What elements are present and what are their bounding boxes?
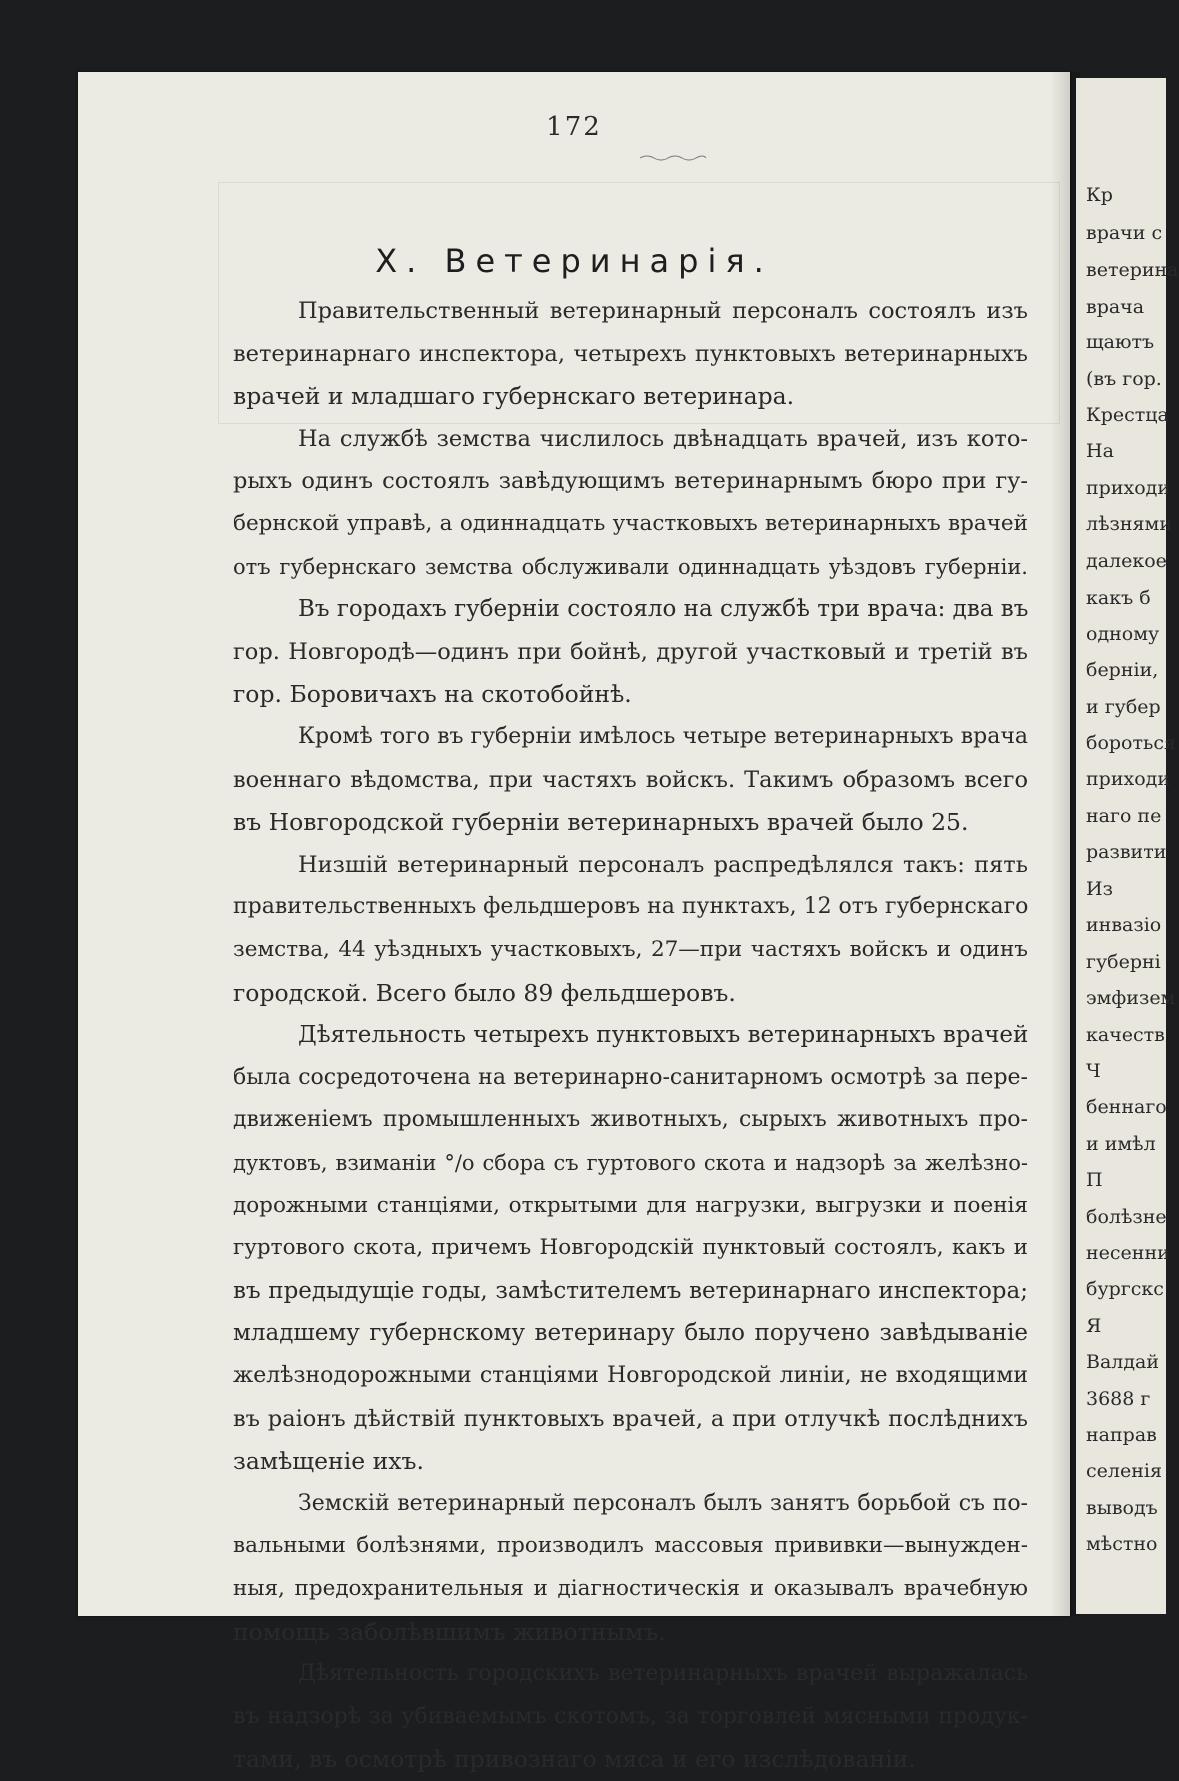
text-fragment: несенни (1086, 1242, 1170, 1264)
text-line: Въ городахъ губерніи состояло на службѣ три врача: два въ (298, 596, 1029, 623)
text-line: правительственныхъ фельдшеровъ на пунктахъ, 12 отъ губернскаго (233, 894, 1029, 920)
text-line: земства, 44 уѣздныхъ участковыхъ, 27—при частяхъ войскъ и одинъ (233, 936, 1028, 962)
text-fragment: мѣстно (1086, 1533, 1158, 1555)
text-fragment: приходи (1086, 768, 1171, 790)
text-fragment: развити (1086, 841, 1167, 863)
text-line: бернской управѣ, а одиннадцать участковыхъ ветеринарныхъ врачей (233, 510, 1028, 536)
text-fragment: наго пе (1086, 805, 1162, 827)
text-fragment: врачи с (1086, 222, 1163, 244)
text-fragment: Кр (1086, 184, 1113, 206)
text-fragment: беннаго (1086, 1096, 1167, 1118)
paragraph (233, 1653, 1028, 1781)
text-fragment: выводъ (1086, 1497, 1158, 1519)
text-line: городской. Всего было 89 фельдшеровъ. (233, 978, 736, 1007)
text-line: въ Новгородской губерніи ветеринарныхъ врачей было 25. (233, 808, 969, 837)
text-fragment: Ч (1086, 1060, 1101, 1082)
text-fragment: бургскс (1086, 1278, 1164, 1300)
text-line: движеніемъ промышленныхъ животныхъ, сырыхъ животныхъ про- (233, 1107, 1028, 1133)
text-fragment: далекое (1086, 550, 1167, 572)
text-line: военнаго вѣдомства, при частяхъ войскъ. Такимъ образомъ всего (233, 766, 1028, 793)
text-line: вальными болѣзнями, производилъ массовыя прививки—вынужден- (233, 1533, 1028, 1559)
text-line: гуртового скота, причемъ Новгородскій пунктовый состоялъ, какъ и (233, 1235, 1028, 1261)
text-line: отъ губернскаго земства обслуживали одиннадцать уѣздовъ губерніи. (233, 554, 1028, 579)
text-fragment: (въ гор. (1086, 368, 1162, 390)
book-page (78, 72, 1070, 1774)
text-fragment: качеств (1086, 1024, 1165, 1046)
text-fragment: губерні (1086, 951, 1161, 973)
text-line: желѣзнодорожными станціями Новгородской линіи, не входящими (233, 1362, 1028, 1388)
text-line: На службѣ земства числилось двѣнадцать врачей, изъ кото- (298, 425, 1028, 452)
paragraph (233, 290, 1028, 418)
text-line: дорожными станціями, открытыми для нагрузки, выгрузки и поенія (233, 1192, 1028, 1218)
text-line: ветеринарнаго инспектора, четырехъ пунктовыхъ ветеринарныхъ (233, 340, 1028, 367)
text-line: гор. Новгородѣ—одинъ при бойнѣ, другой участковый и третій въ (233, 638, 1028, 665)
text-fragment: и имѣл (1086, 1133, 1156, 1155)
text-line: замѣщеніе ихъ. (233, 1447, 424, 1476)
text-line: дуктовъ, взиманіи °/о сбора съ гуртового скота и надзорѣ за желѣзно- (233, 1150, 1028, 1175)
paragraph (233, 844, 1028, 1014)
text-fragment: На (1086, 440, 1114, 462)
text-fragment: Валдай (1086, 1351, 1160, 1373)
text-fragment: одному (1086, 623, 1160, 645)
text-line: въ надзорѣ за убиваемымъ скотомъ, за торговлей мясными продук- (233, 1703, 1028, 1729)
text-line: Земскій ветеринарный персоналъ былъ занятъ борьбой съ по- (298, 1490, 1028, 1516)
text-line: ныя, предохранительныя и діагностическія и оказывалъ врачебную (233, 1575, 1028, 1601)
text-fragment: Крестца (1086, 404, 1169, 426)
text-line: Низшій ветеринарный персоналъ распредѣлялся такъ: пять (298, 851, 1028, 878)
text-line: помощь заболѣвшимъ животнымъ. (233, 1617, 666, 1646)
text-fragment: приходи (1086, 477, 1171, 499)
page-number: 172 (546, 112, 602, 142)
text-fragment: селенія (1086, 1460, 1162, 1482)
paragraph (233, 1483, 1028, 1653)
text-line: въ предыдущіе годы, замѣстителемъ ветеринарнаго инспектора; (233, 1277, 1028, 1304)
section-heading: X. Ветеринарія. (375, 242, 773, 280)
text-line: врачей и младшаго губернскаго ветеринара. (233, 382, 795, 411)
text-line: Правительственный ветеринарный персоналъ состоялъ изъ (298, 298, 1028, 324)
paragraph (233, 716, 1028, 844)
text-fragment: П (1086, 1169, 1103, 1191)
text-line: гор. Боровичахъ на скотобойнѣ. (233, 680, 632, 709)
text-fragment: эмфизем (1086, 987, 1176, 1009)
text-fragment: какъ б (1086, 587, 1151, 609)
text-line: была сосредоточена на ветеринарно-санитарномъ осмотрѣ за пере- (233, 1064, 1028, 1090)
paragraph (233, 588, 1028, 716)
paragraph (233, 1014, 1028, 1483)
text-fragment: направ (1086, 1424, 1157, 1446)
text-line: рыхъ одинъ состоялъ завѣдующимъ ветеринарнымъ бюро при гу- (233, 468, 1028, 495)
text-line: въ раіонъ дѣйствій пунктовыхъ врачей, а при отлучкѣ послѣднихъ (233, 1405, 1028, 1432)
text-fragment: лѣзнями (1086, 513, 1172, 535)
facing-page-edge (1076, 78, 1179, 1614)
text-line: тами, въ осмотрѣ привознаго мяса и его изслѣдованіи. (233, 1745, 916, 1774)
text-fragment: ветерина (1086, 259, 1179, 281)
text-line: младшему губернскому ветеринару было поручено завѣдываніе (233, 1320, 1028, 1347)
text-fragment: болѣзне (1086, 1206, 1167, 1228)
text-line: Дѣятельность четырехъ пунктовыхъ ветеринарныхъ врачей (298, 1022, 1029, 1049)
text-fragment: бороться (1086, 732, 1176, 754)
text-fragment: щаютъ (1086, 331, 1155, 353)
text-fragment: врача (1086, 296, 1145, 318)
text-line: Кромѣ того въ губерніи имѣлось четыре ветеринарныхъ врача (298, 724, 1028, 749)
text-fragment: и губер (1086, 696, 1161, 718)
text-fragment: Из (1086, 878, 1113, 900)
flourish-ornament (638, 154, 708, 162)
text-fragment: 3688 г (1086, 1388, 1151, 1410)
text-fragment: Я (1086, 1315, 1102, 1337)
paragraph (233, 418, 1028, 588)
text-fragment: берніи, (1086, 659, 1159, 681)
text-fragment: инвазіо (1086, 914, 1162, 936)
text-line: Дѣятельность городскихъ ветеринарныхъ врачей выражалась (298, 1661, 1028, 1687)
